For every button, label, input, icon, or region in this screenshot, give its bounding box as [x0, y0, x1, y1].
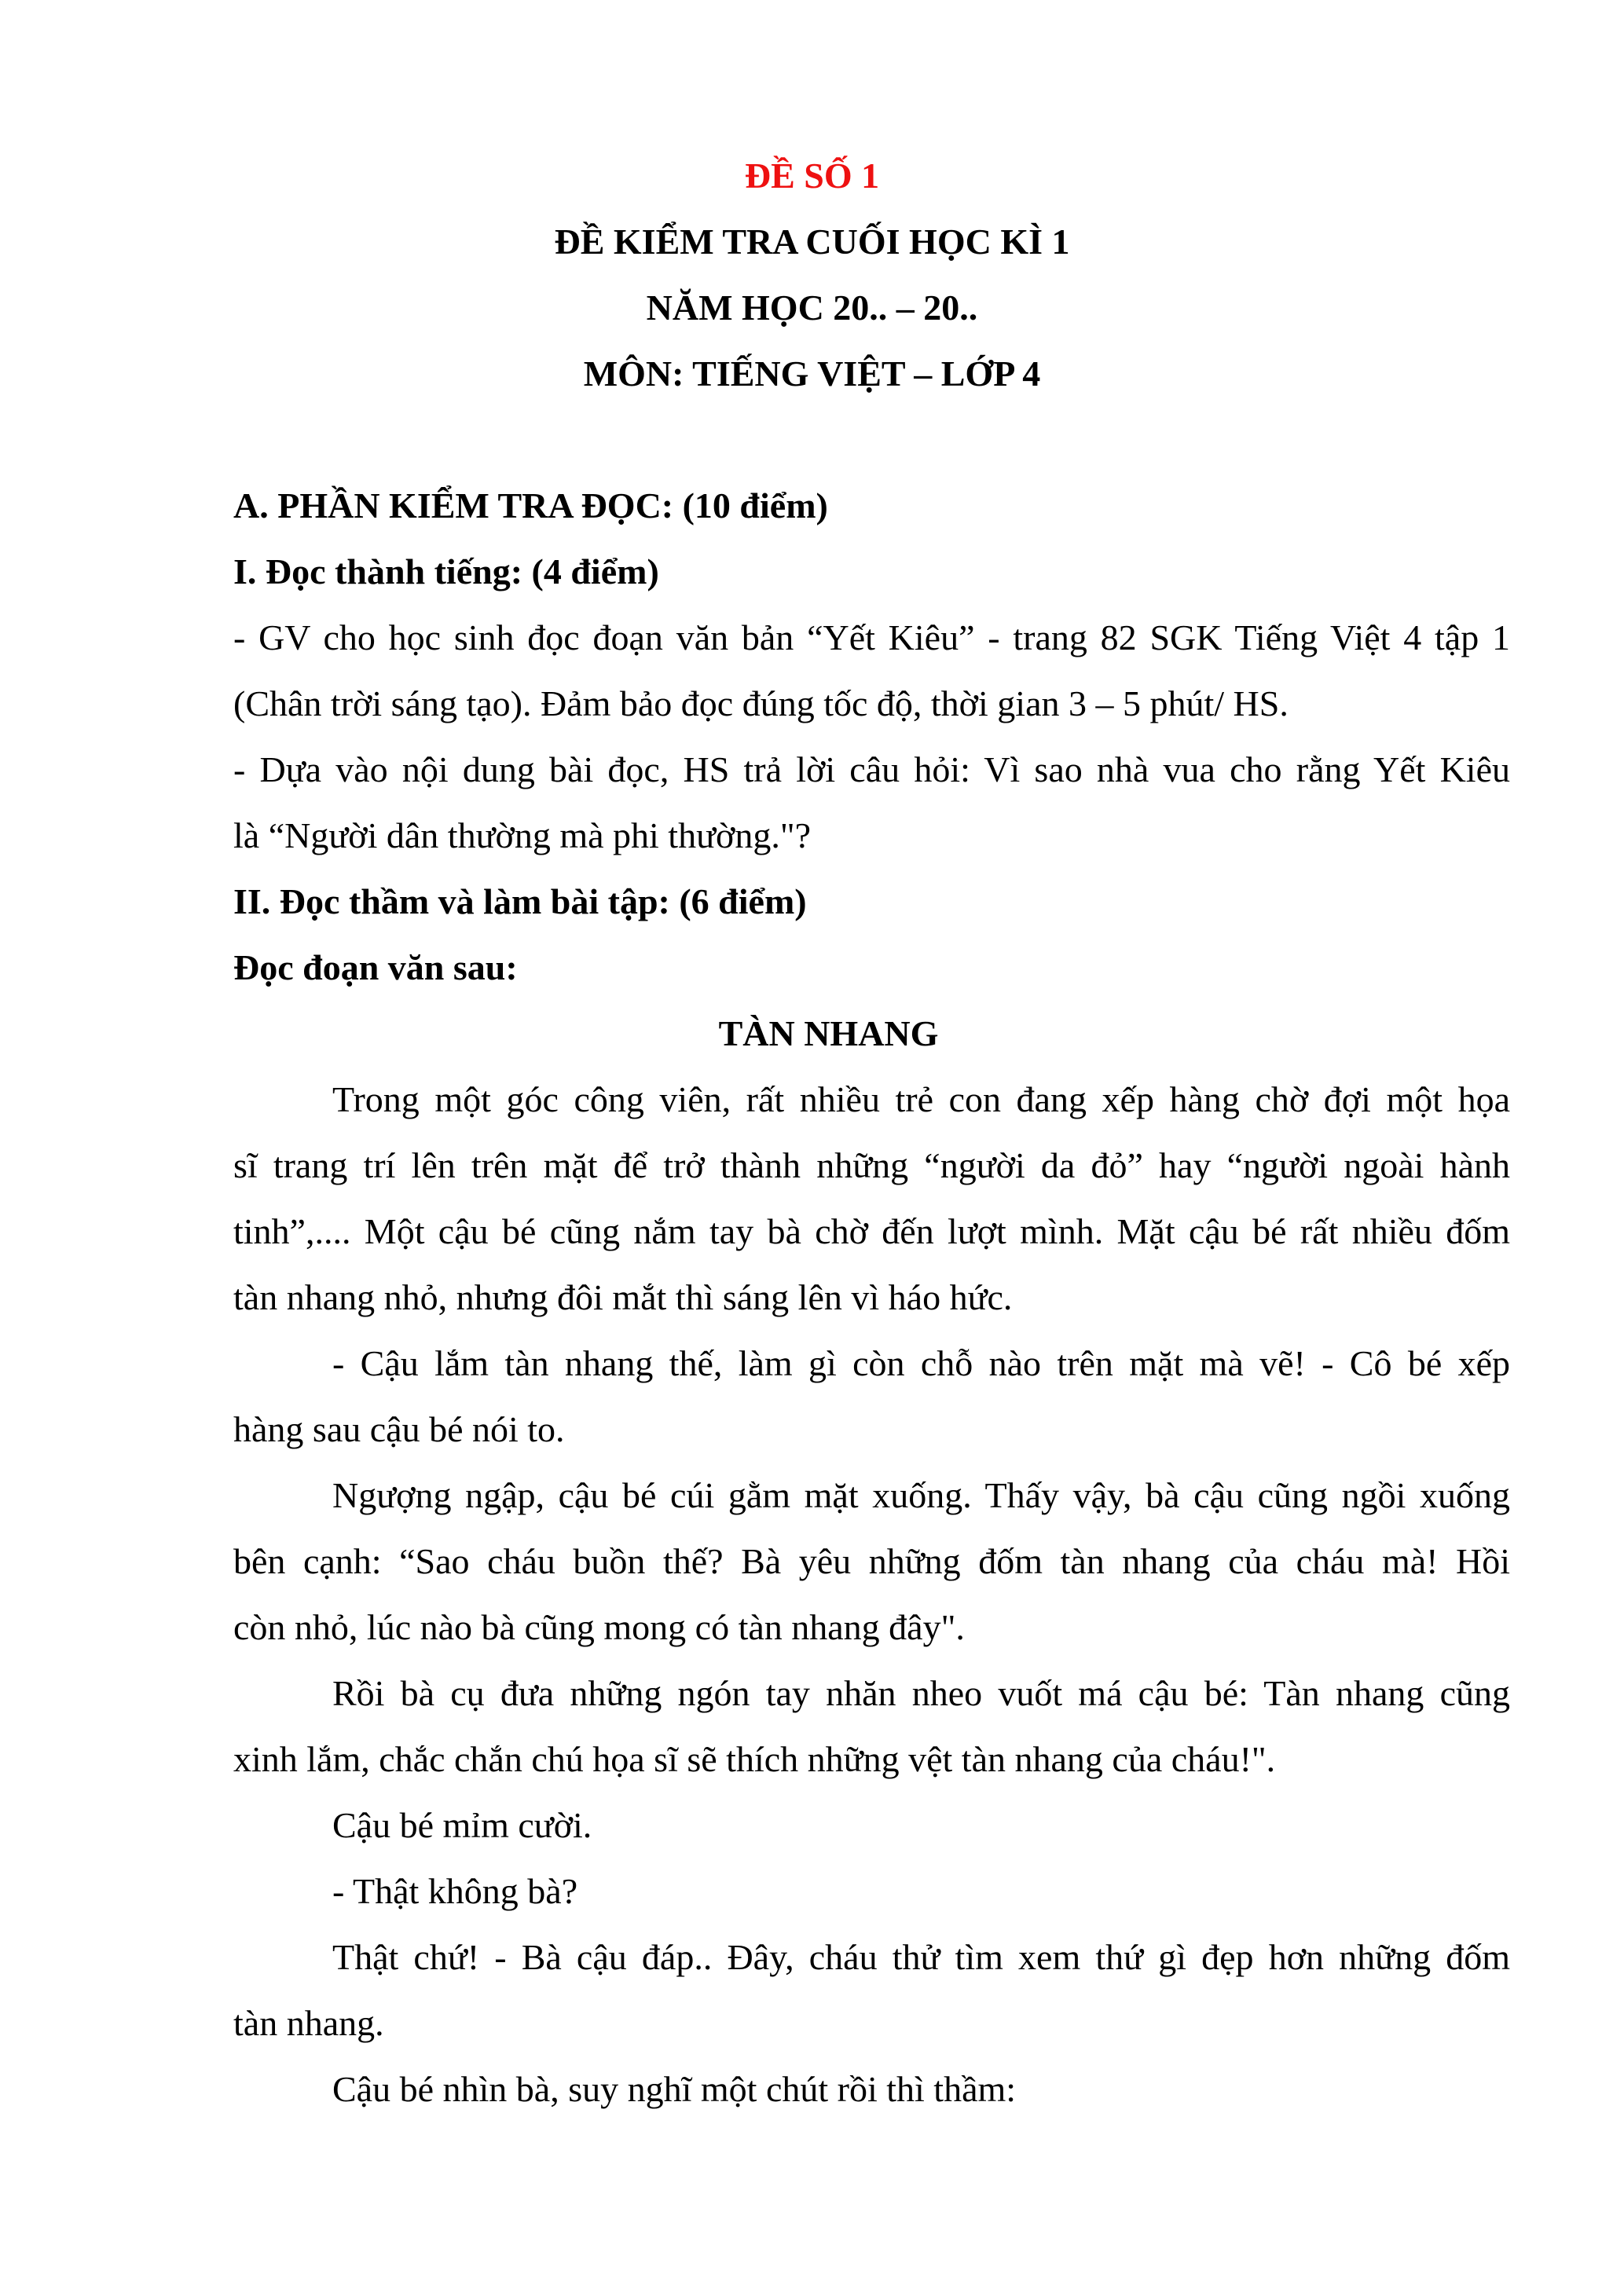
story-line: còn nhỏ, lúc nào bà cũng mong có tàn nhang đây". — [233, 1607, 965, 1647]
story-line: tàn nhang nhỏ, nhưng đôi mắt thì sáng lên vì háo hức. — [233, 1277, 1013, 1317]
story-line: xinh lắm, chắc chắn chú họa sĩ sẽ thích những vệt tàn nhang của cháu!". — [233, 1739, 1276, 1779]
part1-heading: I. Đọc thành tiếng: (4 điểm) — [233, 551, 659, 591]
story-line: Ngượng ngập, cậu bé cúi gằm mặt xuống. Thấy vậy, bà cậu cũng ngồi xuống — [332, 1475, 1510, 1515]
story-line: Rồi bà cụ đưa những ngón tay nhăn nheo vuốt má cậu bé: Tàn nhang cũng — [332, 1673, 1510, 1713]
story-line: tàn nhang. — [233, 2003, 384, 2043]
school-year: NĂM HỌC 20.. – 20.. — [646, 287, 978, 328]
part1-line: (Chân trời sáng tạo). Đảm bảo đọc đúng tốc độ, thời gian 3 – 5 phút/ HS. — [233, 683, 1289, 723]
subject-title: MÔN: TIẾNG VIỆT – LỚP 4 — [583, 353, 1041, 394]
story-line: hàng sau cậu bé nói to. — [233, 1409, 565, 1449]
story-line: tinh”,.... Một cậu bé cũng nắm tay bà chờ đến lượt mình. Mặt cậu bé rất nhiều đốm — [233, 1211, 1510, 1251]
exam-number: ĐỀ SỐ 1 — [744, 156, 880, 196]
story-line: - Cậu lắm tàn nhang thế, làm gì còn chỗ nào trên mặt mà vẽ! - Cô bé xếp — [332, 1343, 1510, 1383]
story-line: - Thật không bà? — [332, 1871, 578, 1911]
exam-title: ĐỀ KIỂM TRA CUỐI HỌC KÌ 1 — [554, 222, 1070, 262]
story-line: Trong một góc công viên, rất nhiều trẻ con đang xếp hàng chờ đợi một họa — [332, 1079, 1510, 1119]
story-line: bên cạnh: “Sao cháu buồn thế? Bà yêu những đốm tàn nhang của cháu mà! Hồi — [233, 1541, 1510, 1581]
story-line: sĩ trang trí lên trên mặt để trở thành những “người da đỏ” hay “người ngoài hành — [233, 1145, 1510, 1185]
part1-line: - Dựa vào nội dung bài đọc, HS trả lời câu hỏi: Vì sao nhà vua cho rằng Yết Kiêu — [233, 749, 1510, 789]
story-line: Cậu bé nhìn bà, suy nghĩ một chút rồi thì thầm: — [332, 2069, 1017, 2109]
section-a-heading: A. PHẦN KIỂM TRA ĐỌC: (10 điểm) — [233, 485, 828, 525]
story-title: TÀN NHANG — [718, 1013, 939, 1053]
read-instruction: Đọc đoạn văn sau: — [233, 947, 518, 987]
story-line: Cậu bé mỉm cười. — [332, 1805, 592, 1845]
part1-line: - GV cho học sinh đọc đoạn văn bản “Yết Kiêu” - trang 82 SGK Tiếng Việt 4 tập 1 — [233, 617, 1510, 657]
part1-line: là “Người dân thường mà phi thường."? — [233, 815, 812, 855]
part2-heading: II. Đọc thầm và làm bài tập: (6 điểm) — [233, 881, 807, 921]
story-line: Thật chứ! - Bà cậu đáp.. Đây, cháu thử tìm xem thứ gì đẹp hơn những đốm — [332, 1937, 1510, 1977]
